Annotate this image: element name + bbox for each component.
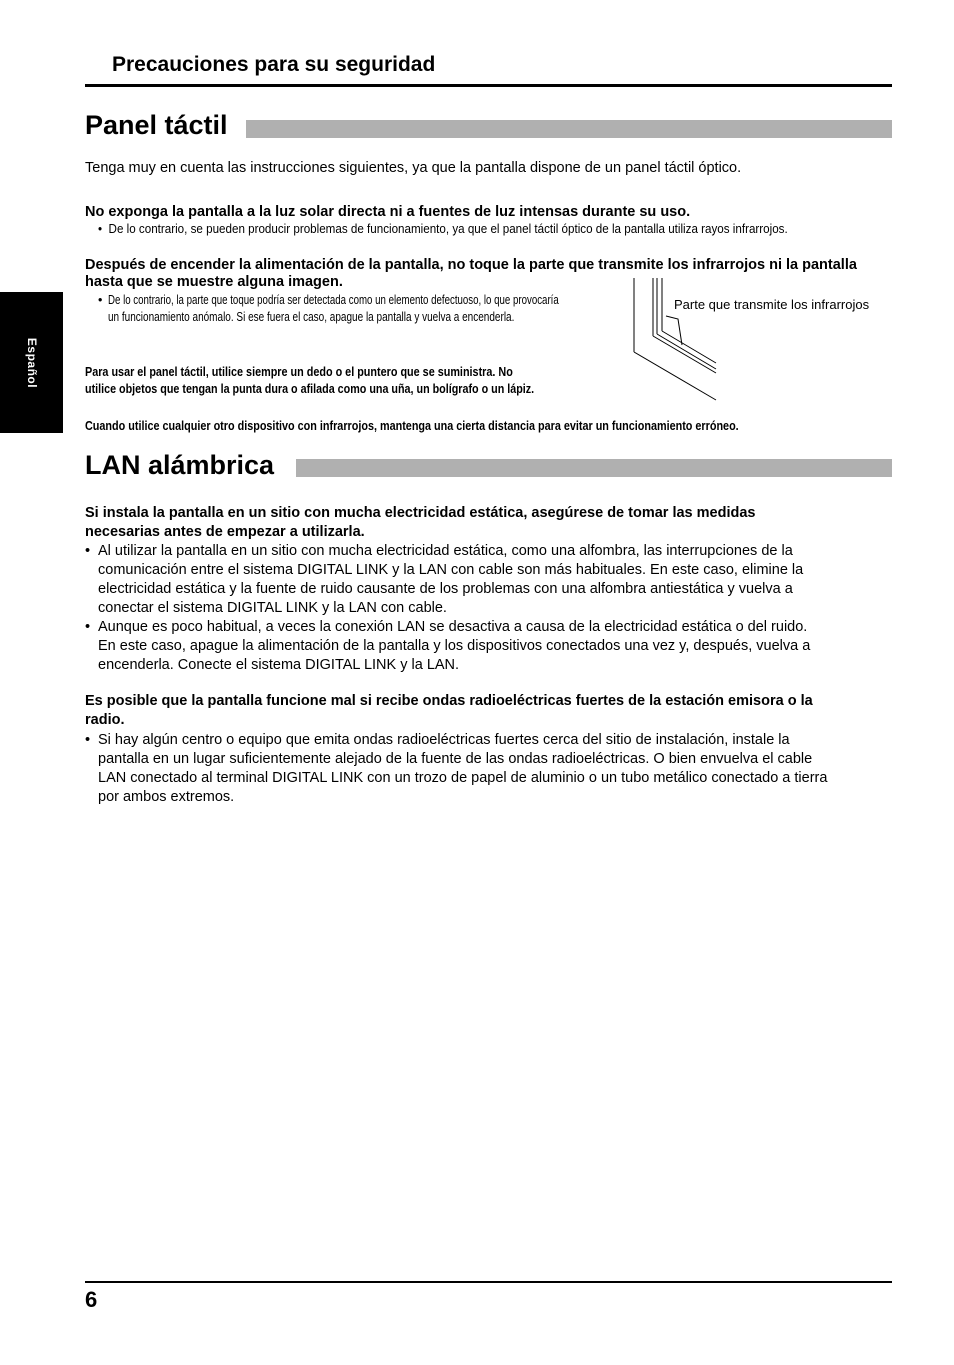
list-item-line: por ambos extremos. — [98, 789, 235, 805]
page-number: 6 — [85, 1287, 98, 1312]
footer-rule — [85, 1281, 892, 1283]
language-tab — [0, 292, 63, 433]
list-item — [85, 731, 897, 807]
lan-warning-2-title — [85, 692, 813, 730]
panel-warning-3-line: Para usar el panel táctil, utilice siempre un dedo o el puntero que se suministra. No — [85, 365, 513, 379]
list-item-line: LAN conectado al terminal DIGITAL LINK con un trozo de papel de aluminio o un tubo metálico conectado a tierra — [98, 770, 828, 786]
panel-warning-2-title-line: hasta que se muestre alguna imagen. — [85, 274, 343, 290]
bullet-dot: • — [98, 222, 103, 236]
header-rule — [85, 84, 892, 87]
lan-warning-1-title-line: Si instala la pantalla en un sitio con mucha electricidad estática, asegúrese de tomar las medidas — [85, 505, 756, 521]
panel-warning-1-title: No exponga la pantalla a la luz solar directa ni a fuentes de luz intensas durante su uso. — [85, 204, 691, 220]
panel-warning-2-bullet-line: un funcionamiento anómalo. Si ese fuera el caso, apague la pantalla y vuelva a encenderla. — [108, 310, 515, 324]
panel-intro: Tenga muy en cuenta las instrucciones siguientes, ya que la pantalla dispone de un panel táctil óptico. — [85, 160, 742, 176]
panel-warning-2-bullet-line: De lo contrario, la parte que toque podría ser detectada como un elemento defectuoso, lo que provocaría — [108, 293, 559, 307]
list-item-line: encenderla. Conecte el sistema DIGITAL LINK y la LAN. — [98, 657, 460, 673]
list-item — [85, 618, 897, 675]
language-tab-label: Español — [24, 337, 39, 388]
bullet-dot: • — [85, 732, 91, 748]
lan-warning-1-title-line: necesarias antes de empezar a utilizarla. — [85, 524, 365, 540]
lan-warning-1-bullets — [85, 542, 897, 675]
bullet-dot: • — [85, 543, 91, 559]
section-title-lan: LAN alámbrica — [85, 450, 275, 480]
section-title-panel: Panel táctil — [85, 110, 228, 140]
page-header-title: Precauciones para su seguridad — [112, 53, 436, 76]
list-item-line: En este caso, apague la alimentación de la pantalla y los dispositivos conectados una vez y, después, vuelva a — [98, 638, 811, 654]
panel-warning-2-title-line: Después de encender la alimentación de la pantalla, no toque la parte que transmite los infrarrojos ni la pantalla — [85, 257, 857, 273]
list-item-line: conectar el sistema DIGITAL LINK y la LAN con cable. — [98, 600, 447, 616]
section-title-bar — [296, 459, 892, 477]
list-item-line: Si hay algún centro o equipo que emita ondas radioeléctricas fuertes cerca del sitio de instalación, instale la — [98, 732, 790, 748]
figure-label: Parte que transmite los infrarrojos — [674, 297, 870, 312]
panel-warning-4: Cuando utilice cualquier otro dispositivo con infrarrojos, mantenga una cierta distancia para evitar un funcionamiento erróneo. — [85, 419, 739, 433]
list-item-line: electricidad estática y la fuente de ruido causante de los problemas con una alfombra antiestática y vuelva a — [98, 581, 793, 597]
section-title-bar — [246, 120, 892, 138]
list-item-line: Aunque es poco habitual, a veces la conexión LAN se desactiva a causa de la electricidad estática o del ruido. — [98, 619, 808, 635]
lan-warning-1-title — [85, 504, 755, 542]
panel-warning-3-line: utilice objetos que tengan la punta dura o afilada como una uña, un bolígrafo o un lápiz. — [85, 382, 535, 396]
list-item-line: Al utilizar la pantalla en un sitio con mucha electricidad estática, como una alfombra, las interrupciones de la — [98, 543, 793, 559]
list-item — [85, 542, 897, 618]
panel-warning-1-bullet-text: De lo contrario, se pueden producir problemas de funcionamiento, ya que el panel táctil óptico de la pantalla utiliza rayos infrarrojos. — [108, 222, 788, 236]
list-item-line: comunicación entre el sistema DIGITAL LINK y la LAN con cable son más habituales. En este caso, elimine la — [98, 562, 804, 578]
lan-warning-2-title-line: radio. — [85, 712, 125, 728]
panel-warning-1-bullet — [98, 221, 788, 237]
bullet-dot: • — [98, 293, 103, 307]
lan-warning-2-bullets — [85, 731, 897, 807]
list-item-line: pantalla en un lugar suficientemente alejado de la fuente de las ondas radioeléctricas. O bien envuelva el cable — [98, 751, 813, 767]
bullet-dot: • — [85, 619, 91, 635]
infrared-panel-figure — [630, 278, 892, 403]
lan-warning-2-title-line: Es posible que la pantalla funcione mal si recibe ondas radioeléctricas fuertes de la estación emisora o la — [85, 693, 813, 709]
